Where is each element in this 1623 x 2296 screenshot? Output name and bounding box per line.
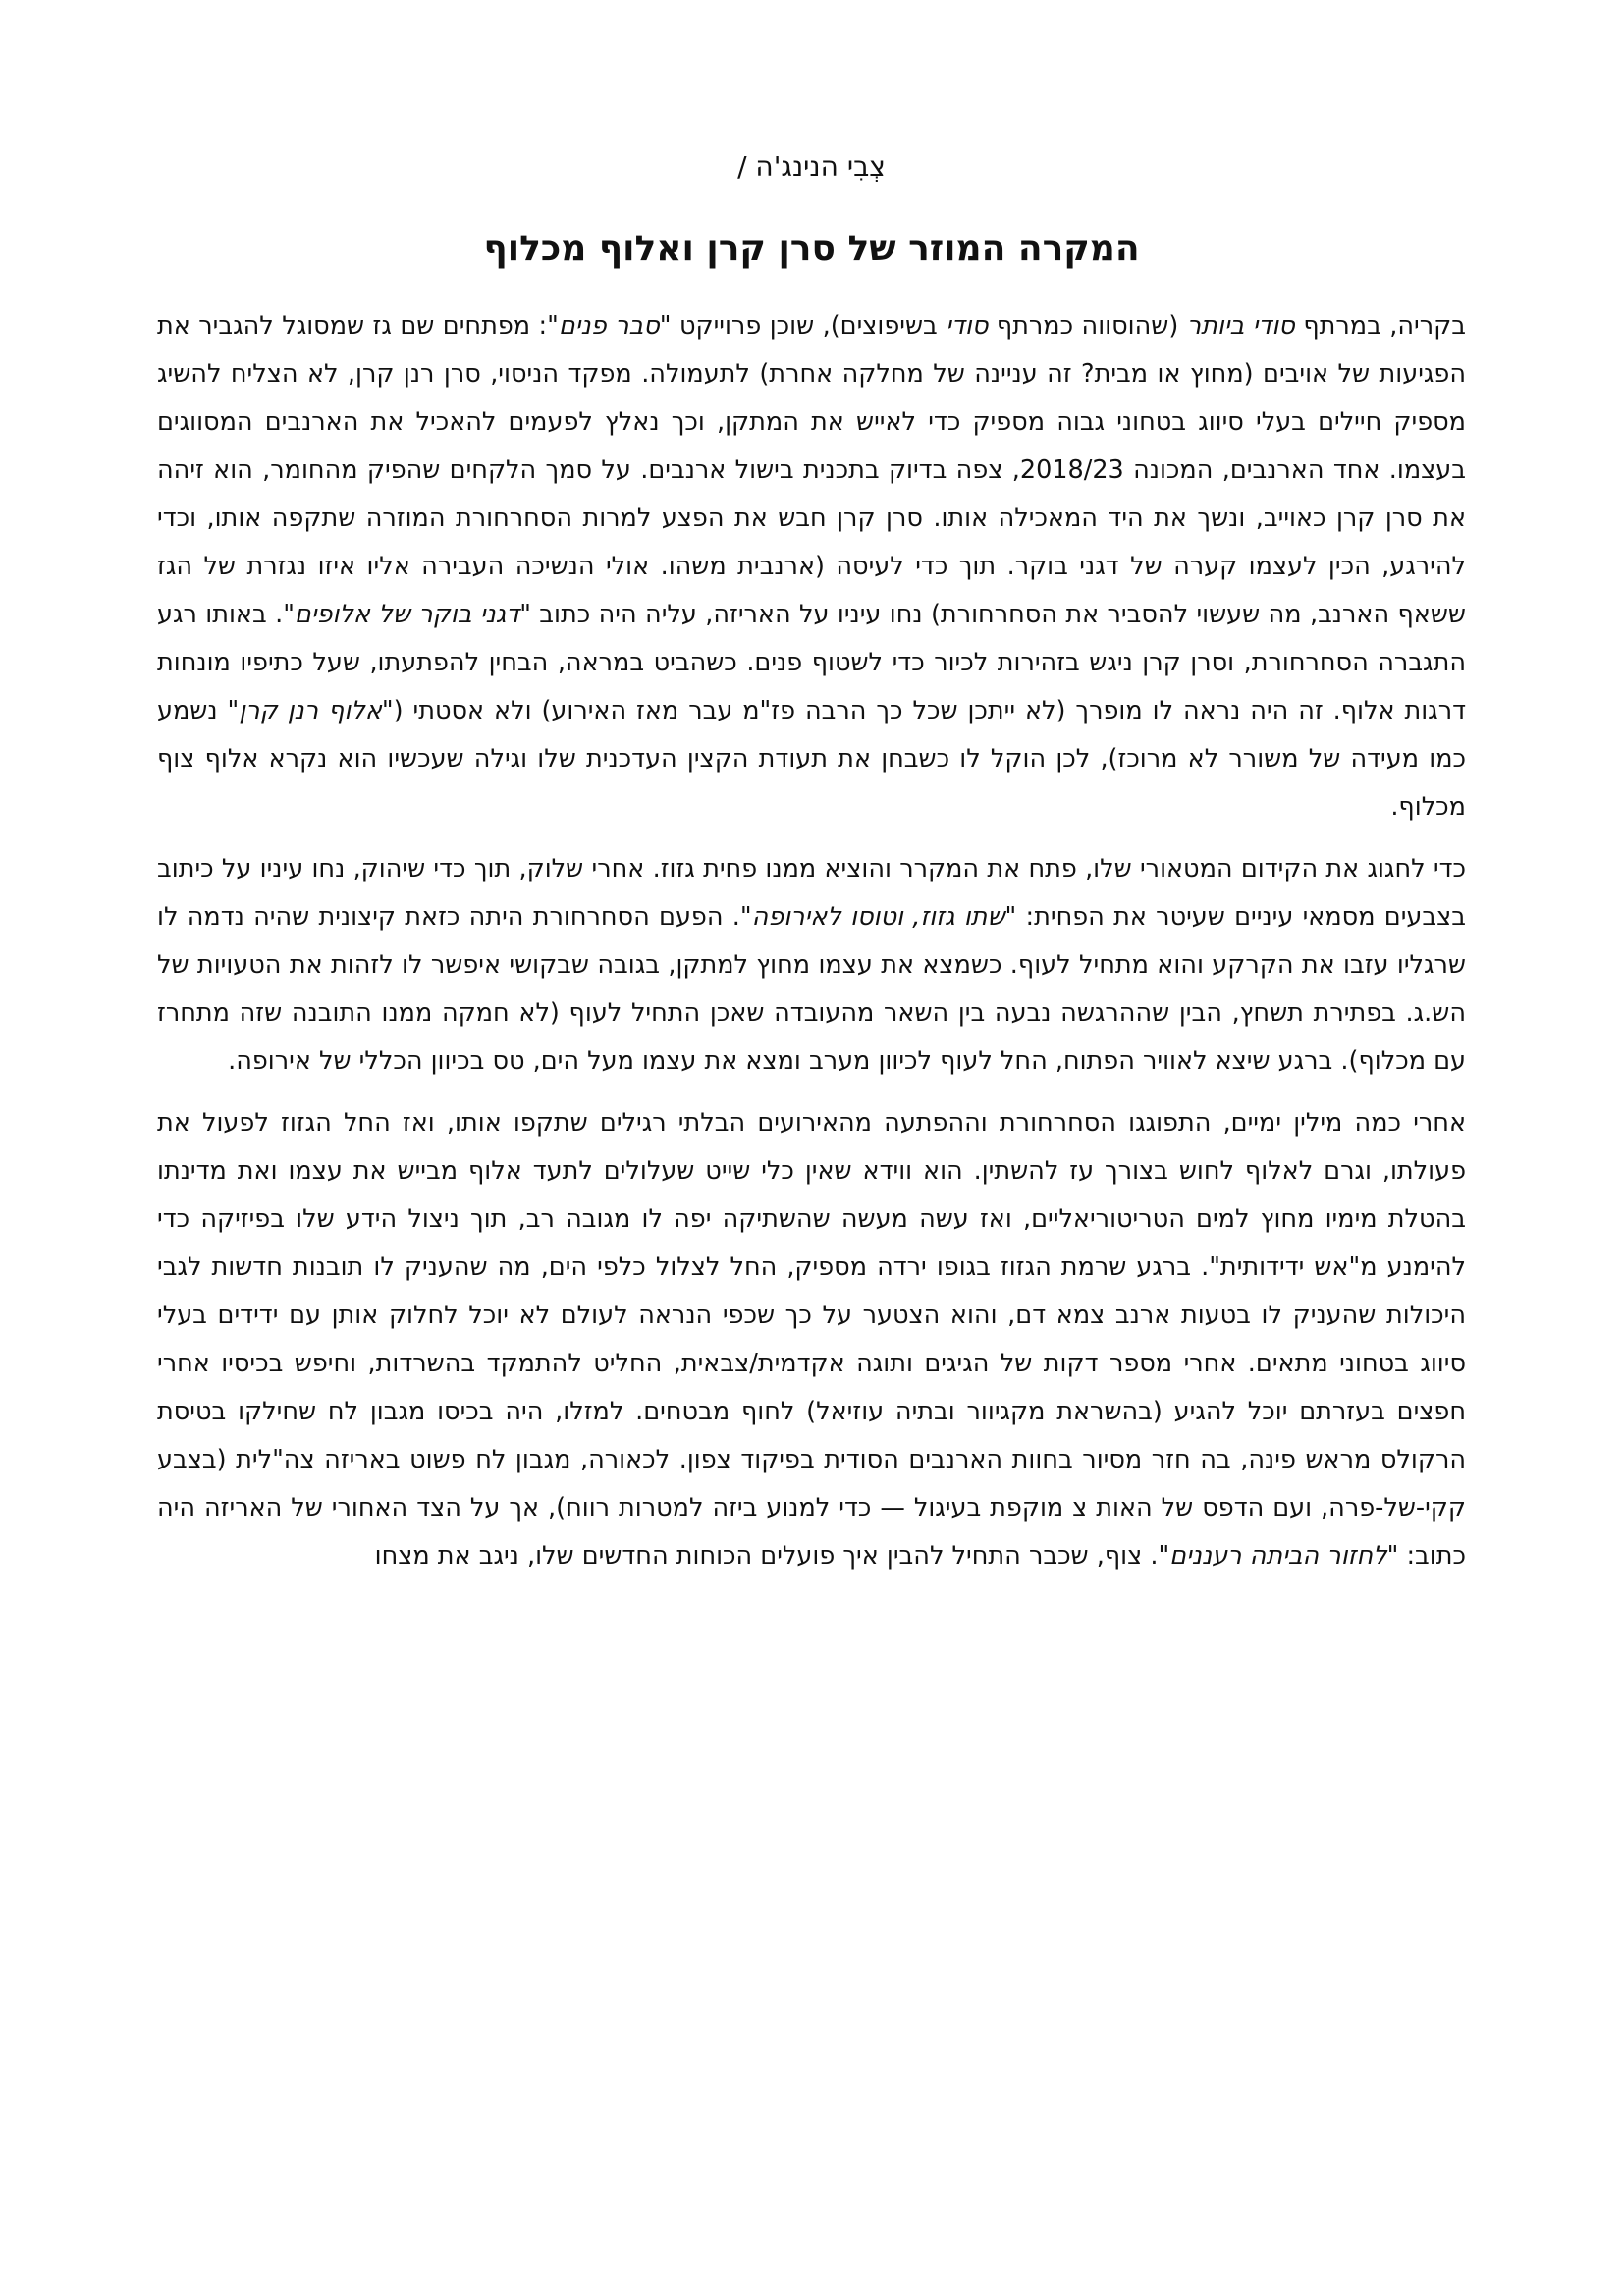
italic-text-run: "לחזור הביתה רעננים": [1158, 1541, 1399, 1571]
text-run: . הפעם הסחרחורת היתה כזאת קיצונית שהיה נדמה לו שרגליו עזבו את הקרקע והוא מתחיל לעוף. כשמצא את עצמו מחוץ למתקן, בגובה שבקושי איפשר לו לזהות את הטעויות של הש.ג. בפתירת תשחץ, הבין שההרגשה נבעה בין השאר מהעובדה שאכן התחיל לעוף (לא חמקה ממנו התובנה שזה מתחרז עם מכלוף). ברגע שיצא לאוויר הפתוח, החל לעוף לכיוון מערב ומצא את עצמו מעל הים, טס בכיוון הכללי של אירופה.: [157, 902, 1466, 1076]
story-body: [157, 302, 1466, 1580]
text-run: נשמע כמו מעידה של משורר לא מרוכז), לכן הוקל לו כשבחן את תעודת הקצין העדכנית שלו וגילה שעכשיו הוא נקרא אלוף צוף מכלוף.: [157, 696, 1466, 822]
text-run: . באותו רגע התגברה הסחרחורת, וסרן קרן ניגש בזהירות לכיור כדי לשטוף פנים. כשהביט במראה, הבחין להפתעתו, שעל כתיפיו מונחות דרגות אלוף. זה היה נראה לו מופרך (לא ייתכן שכל כך הרבה פז"מ עבר מאז האירוע) ולא אסטתי (: [157, 600, 1467, 725]
italic-text-run: סודי ביותר: [1186, 311, 1295, 341]
story-title: המקרה המוזר של סרן קרן ואלוף מכלוף: [483, 229, 1140, 269]
italic-text-run: "שתו גזוז, וטוסו לאירופה": [739, 902, 1017, 932]
text-run: בקריה, במרתף: [1294, 311, 1466, 341]
document-page: [157, 147, 1466, 1594]
italic-text-run: "דגני בוקר של אלופים": [283, 600, 531, 629]
story-paragraph: [157, 1099, 1466, 1580]
story-paragraph: [157, 845, 1466, 1086]
story-paragraph: [157, 302, 1466, 831]
text-run: : מפתחים שם גז שמסוגל להגביר את הפגיעות של אויבים (מחוץ או מבית? זה עניינה של מחלקה אחרת) לתעמולה. מפקד הניסוי, סרן רנן קרן, לא הצליח להשיג מספיק חיילים בעלי סיווג בטחוני גבוה מספיק כדי לאייש את המתקן, וכך נאלץ לפעמים להאכיל את הארנבים המסווגים בעצמו. אחד הארנבים, המכונה 2018/23, צפה בדיוק בתכנית בישול ארנבים. על סמך הלקחים שהפיק מהחומר, הוא זיהה את סרן קרן כאוייב, ונשך את היד המאכילה אותו. סרן קרן חבש את הפצע למרות הסחרחורת המוזרה שתקפה אותו, וכדי להירגע, הכין לעצמו קערה של דגני בוקר. תוך כדי לעיסה (ארנבית משהו. אולי הנשיכה העבירה אליו איזו נגזרת של הגז ששאף הארנב, מה שעשוי להסביר את הסחרחורת) נחו עיניו על האריזה, עליה היה כתוב: [157, 311, 1466, 629]
italic-text-run: סודי: [946, 311, 989, 341]
text-run: אחרי כמה מילין ימיים, התפוגגו הסחרחורת וההפתעה מהאירועים הבלתי רגילים שתקפו אותו, ואז החל הגזוז לפעול את פעולתו, וגרם לאלוף לחוש בצורך עז להשתין. הוא ווידא שאין כלי שייט שעלולים לתעד אלוף מבייש את עצמו ואת מדינתו בהטלת מימיו מחוץ למים הטריטוריאליים, ואז עשה מעשה שהשתיקה יפה לו מגובה רב, תוך ניצול הידע שלו בפיזיקה כדי להימנע מ"אש ידידותית". ברגע שרמת הגזוז בגופו ירדה מספיק, החל לצלול כלפי הים, מה שהעניק לו תובנות חדשות לגבי היכולות שהעניק לו בטעות ארנב צמא דם, והוא הצטער על כך שכפי הנראה לעולם לא יוכל לחלוק אותן עם ידידים בעלי סיווג בטחוני מתאים. אחרי מספר דקות של הגיגים ותוגה אקדמית/צבאית, החליט להתמקד בהשרדות, וחיפש בכיסיו אחרי חפצים בעזרתם יוכל להגיע (בהשראת מקגיוור ובתיה עוזיאל) לחוף מבטחים. למזלו, היה בכיסו מגבון לח שחילקו בטיסת הרקולס מראש פינה, בה חזר מסיור בחוות הארנבים הסודית בפיקוד צפון. לכאורה, מגבון לח פשוט באריזה צה"לית (בצבע קקי-של-פרה, ועם הדפס של האות צ מוקפת בעיגול — כדי למנוע ביזה למטרות רווח), אך על הצד האחורי של האריזה היה כתוב:: [157, 1108, 1466, 1571]
italic-text-run: "אלוף רנן קרן": [227, 696, 394, 725]
author-line: צְבִי הנינג'ה /: [737, 150, 886, 183]
text-run: כדי לחגוג את הקידום המטאורי שלו, פתח את המקרר והוציא ממנו פחית גזוז. אחרי שלוק, תוך כדי שיהוק, נחו עיניו על כיתוב בצבעים מסמאי עיניים שעיטר את הפחית:: [157, 854, 1466, 932]
text-run: . צוף, שכבר התחיל להבין איך פועלים הכוחות החדשים שלו, ניגב את מצחו: [374, 1541, 1159, 1571]
text-run: בשיפוצים), שוכן פרוייקט: [671, 311, 947, 341]
text-run: (שהוסווה כמרתף: [988, 311, 1187, 341]
italic-text-run: "סבר פנים": [547, 311, 672, 341]
